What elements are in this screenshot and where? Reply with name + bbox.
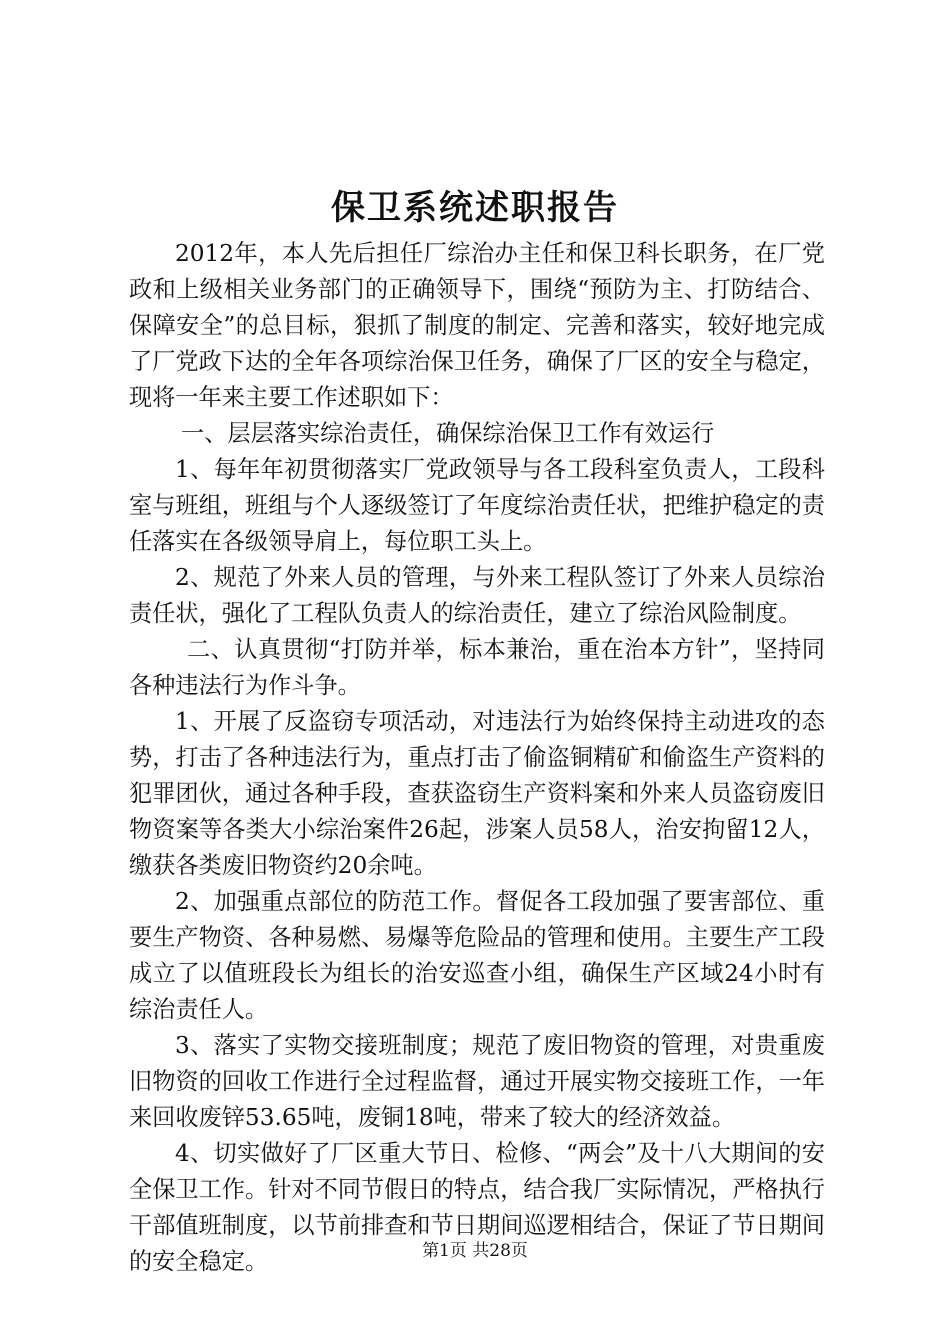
paragraph-2-4: 4、切实做好了厂区重大节日、检修、“两会”及十八大期间的安全保卫工作。针对不同节假日的特点，结合我厂实际情况，严格执行干部值班制度，以节前排查和节日期间巡逻相结合，保证了节日期间的安全稳定。	[129, 1140, 825, 1275]
paragraph-intro: 2012年，本人先后担任厂综治办主任和保卫科长职务，在厂党政和上级相关业务部门的正确领导下，围绕“预防为主、打防结合、保障安全”的总目标，狠抓了制度的制定、完善和落实，较好地完成了厂党政下达的全年各项综治保卫任务，确保了厂区的安全与稳定，现将一年来主要工作述职如下：	[129, 240, 825, 411]
document-title: 保卫系统述职报告	[331, 188, 619, 228]
section-heading-1: 一、层层落实综治责任，确保综治保卫工作有效运行	[181, 420, 715, 447]
section-heading-2: 二、认真贯彻“打防并举，标本兼治，重在治本方针”，坚持同各种违法行为作斗争。	[129, 636, 825, 699]
paragraph-1-2: 2、规范了外来人员的管理，与外来工程队签订了外来人员综治责任状，强化了工程队负责人的综治责任，建立了综治风险制度。	[129, 564, 825, 627]
paragraph-1-1: 1、每年年初贯彻落实厂党政领导与各工段科室负责人，工段科室与班组，班组与个人逐级签订了年度综治责任状，把维护稳定的责任落实在各级领导肩上，每位职工头上。	[129, 456, 825, 555]
paragraph-2-3: 3、落实了实物交接班制度；规范了废旧物资的管理，对贵重废旧物资的回收工作进行全过程监督，通过开展实物交接班工作，一年来回收废锌53.65吨，废铜18吨，带来了较大的经济效益。	[129, 1032, 825, 1131]
paragraph-2-2: 2、加强重点部位的防范工作。督促各工段加强了要害部位、重要生产物资、各种易燃、易爆等危险品的管理和使用。主要生产工段成立了以值班段长为组长的治安巡查小组，确保生产区域24小时有综治责任人。	[129, 888, 825, 1023]
paragraph-2-1: 1、开展了反盗窃专项活动，对违法行为始终保持主动进攻的态势，打击了各种违法行为，重点打击了偷盗铜精矿和偷盗生产资料的犯罪团伙，通过各种手段，查获盗窃生产资料案和外来人员盗窃废旧物资案等各类大小综治案件26起，涉案人员58人，治安拘留12人，缴获各类废旧物资约20余吨。	[129, 708, 825, 879]
page-footer: 第1页 共28页	[422, 1241, 528, 1261]
document-body	[129, 236, 825, 1280]
